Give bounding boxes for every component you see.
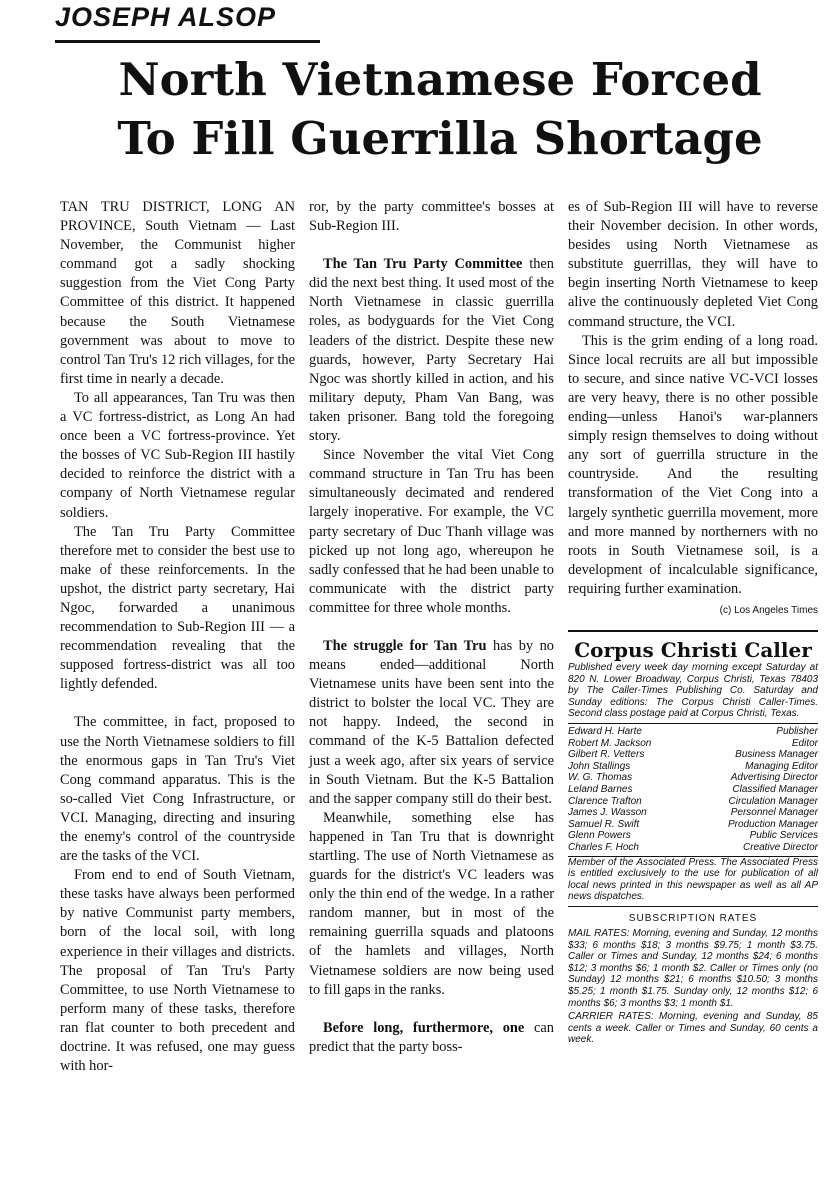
paragraph-text: then did the next best thing. It used most of the North Vietnamese in classic guerrilla roles, as bodyguards for the Viet Cong leaders of the district. Despite these new guards, however, Party Secretary Hai Ngoc was shortly killed in action, and his military deputy, Pham Van Bang, was taken prisoner. Bang told the foregoing story. bbox=[309, 256, 554, 445]
staff-row bbox=[568, 830, 818, 842]
article-column-1 bbox=[60, 198, 295, 1076]
paragraph: Since November the vital Viet Cong command structure in Tan Tru has been simultaneously decimated and rendered largely inoperative. For example, the VC party secretary of Duc Thanh village was picked up not long ago, whereupon he sadly confessed that he had been unable to communicate with the district party committee for three whole months. bbox=[309, 447, 554, 616]
lead-in: Before long, furthermore, one bbox=[323, 1019, 525, 1036]
paragraph bbox=[309, 637, 554, 809]
article-column-3 bbox=[568, 198, 818, 1046]
paragraph: Meanwhile, something else has happened in Tan Tru that is downright startling. The use of North Vietnamese as guards for the district's VC leaders was only the thin end of the wedge. In a rather random manner, but in most of the remaining guerrilla squads and platoons of the hamlets and villages, North Vietnamese soldiers are now being used to fill gaps in the ranks. bbox=[309, 809, 554, 998]
publication-info: Published every week day morning except Saturday at 820 N. Lower Broadway, Corpus Christi, Texas 78403 by The Caller-Times Publishing Co. Saturday and Sunday editions: The Corpus Christi Caller-Times. Second class postage paid at Corpus Christi, Texas. bbox=[568, 662, 818, 720]
staff-row bbox=[568, 784, 818, 796]
headline bbox=[60, 50, 820, 168]
staff-role: Editor bbox=[791, 737, 818, 749]
paragraph: ror, by the party committee's bosses at Sub-Region III. bbox=[309, 199, 554, 235]
masthead-title: Corpus Christi Caller bbox=[574, 638, 812, 663]
headline-line-2: To Fill Guerrilla Shortage bbox=[117, 112, 763, 165]
staff-list bbox=[568, 723, 818, 857]
paragraph bbox=[309, 1019, 554, 1057]
paragraph bbox=[60, 198, 295, 389]
paragraph: es of Sub-Region III will have to reverse their November decision. In other words, besides using North Vietnamese as substitute guerrillas, they will have to begin inserting North Vietnamese to keep alive the continuously depleted Viet Cong command structure, the VCI. bbox=[568, 199, 818, 330]
staff-role: Creative Director bbox=[742, 841, 818, 853]
staff-name: James J. Wasson bbox=[568, 807, 647, 819]
paragraph bbox=[309, 255, 554, 446]
staff-role: Production Manager bbox=[727, 818, 818, 830]
staff-name: Samuel R. Swift bbox=[568, 818, 640, 830]
paragraph-text: has by no means ended—additional North Vietnamese units have been sent into the district to bolster the local VC. They are not happy. Indeed, the second in command of the K-5 Battalion defected just a week ago, after six years of service in South Vietnam. But the K-5 Battalion and the sapper company still do their best. bbox=[309, 637, 554, 807]
staff-role: Classified Manager bbox=[732, 784, 818, 795]
staff-row bbox=[568, 796, 818, 808]
staff-row bbox=[568, 807, 818, 819]
staff-row bbox=[568, 738, 818, 750]
staff-role: Business Manager bbox=[735, 749, 818, 761]
staff-role: Personnel Manager bbox=[730, 807, 818, 819]
headline-line-1: North Vietnamese Forced bbox=[118, 53, 762, 106]
paragraph: This is the grim ending of a long road. Since local recruits are all but impossible to secure, and since native VC-VCI losses are very heavy, there is no other possible ending—unless Hanoi's war-planners simply resign themselves to doing without any sort of guerrilla structure in the countryside. And the resulting transformation of the Viet Cong into a largely synthetic guerrilla movement, more and more manned by northerners with no roots in South Vietnamese soil, is a development of incalculable significance, requiring further examination. bbox=[568, 332, 818, 597]
staff-name: Edward H. Harte bbox=[568, 726, 642, 738]
staff-name: Robert M. Jackson bbox=[568, 737, 652, 749]
paragraph: The committee, in fact, proposed to use the North Vietnamese soldiers to fill the enormous gaps in Tan Tru's Viet Cong command apparatus. This is the so-called Viet Cong Infrastructure, or VCI. Managing, directing and insuring the enemy's control of the countryside are the tasks of the VCI. bbox=[60, 714, 295, 865]
staff-role: Managing Editor bbox=[745, 760, 818, 772]
staff-row bbox=[568, 749, 818, 761]
staff-name: Leland Barnes bbox=[568, 784, 633, 795]
paragraph: From end to end of South Vietnam, these tasks have always been performed by native Communist party members, born of the local soil, with long experience in their villages and districts. The proposal of Tan Tru's Party Committee, to use North Vietnamese to perform many of these tasks, therefore ran flat counter to both precedent and doctrine. It was refused, one may guess with hor- bbox=[60, 867, 295, 1075]
staff-name: John Stallings bbox=[568, 760, 631, 772]
staff-name: W. G. Thomas bbox=[568, 772, 633, 784]
paragraph-text: — Last November, the Communist higher command got a sadly shocking suggestion from the Viet Cong Party Committee of this district. It happened because the South Vietnamese government was about to move to control Tan Tru's 12 rich villages, for the first time in nearly a decade. bbox=[60, 218, 295, 387]
staff-role: Advertising Director bbox=[730, 772, 818, 784]
staff-row bbox=[568, 772, 818, 784]
paragraph: The Tan Tru Party Committee therefore met to consider the best use to make of these reinforcements. In the upshot, the district party secretary, Hai Ngoc, forwarded a unanimous recommendation to Sub-Region III — a recommendation revealing that the supposed fortress-district was all too lightly defended. bbox=[60, 523, 295, 693]
subscription-rates-title: SUBSCRIPTION RATES bbox=[568, 906, 818, 928]
staff-role: Publisher bbox=[776, 726, 818, 738]
staff-name: Glenn Powers bbox=[568, 830, 631, 842]
staff-row bbox=[568, 726, 818, 738]
staff-row bbox=[568, 842, 818, 854]
article-column-2 bbox=[309, 198, 554, 1057]
staff-name: Charles F. Hoch bbox=[568, 841, 639, 853]
staff-role: Circulation Manager bbox=[728, 795, 818, 807]
staff-name: Gilbert R. Vetters bbox=[568, 749, 645, 761]
paragraph: To all appearances, Tan Tru was then a VC fortress-district, as Long An had once been a VC fortress-province. Yet the bosses of VC Sub-Region III hastily decided to reinforce the district with a company of North Vietnamese regular soldiers. bbox=[60, 389, 295, 521]
staff-row bbox=[568, 819, 818, 831]
copyright-credit: (c) Los Angeles Times bbox=[719, 604, 818, 616]
byline: JOSEPH ALSOP bbox=[55, 2, 277, 32]
staff-name: Clarence Trafton bbox=[568, 795, 642, 807]
dateline: TAN TRU DISTRICT, LONG AN PROVINCE, South Vietnam bbox=[60, 199, 295, 235]
paragraph-text: can predict that the party boss- bbox=[309, 1019, 554, 1055]
masthead bbox=[568, 630, 818, 1046]
lead-in: The Tan Tru Party Committee bbox=[323, 256, 523, 273]
byline-rule bbox=[55, 40, 320, 43]
ap-notice: Member of the Associated Press. The Associated Press is entitled exclusively to the use for publication of all local news printed in this newspaper as well as all AP news dispatches. bbox=[568, 856, 818, 903]
staff-row bbox=[568, 761, 818, 773]
staff-role: Public Services bbox=[749, 830, 818, 842]
carrier-rates: CARRIER RATES: Morning, evening and Sunday, 85 cents a week. Caller or Times and Sunday, 60 cents a week. bbox=[568, 1011, 818, 1046]
mail-rates: MAIL RATES: Morning, evening and Sunday, 12 months $33; 6 months $18; 3 months $9.75; 1 month $3.75. Caller or Times and Sunday, 12 months $24; 6 months $12; 3 months $6; 1 month $2. Caller or Times only (no Sunday) 12 months $21; 6 months $10.50; 3 months $5.25; 1 month $1.75. Sunday only, 12 months $12; 6 months $6; 3 months $3; 1 month $1. bbox=[568, 928, 818, 1009]
lead-in: The struggle for Tan Tru bbox=[323, 637, 487, 654]
